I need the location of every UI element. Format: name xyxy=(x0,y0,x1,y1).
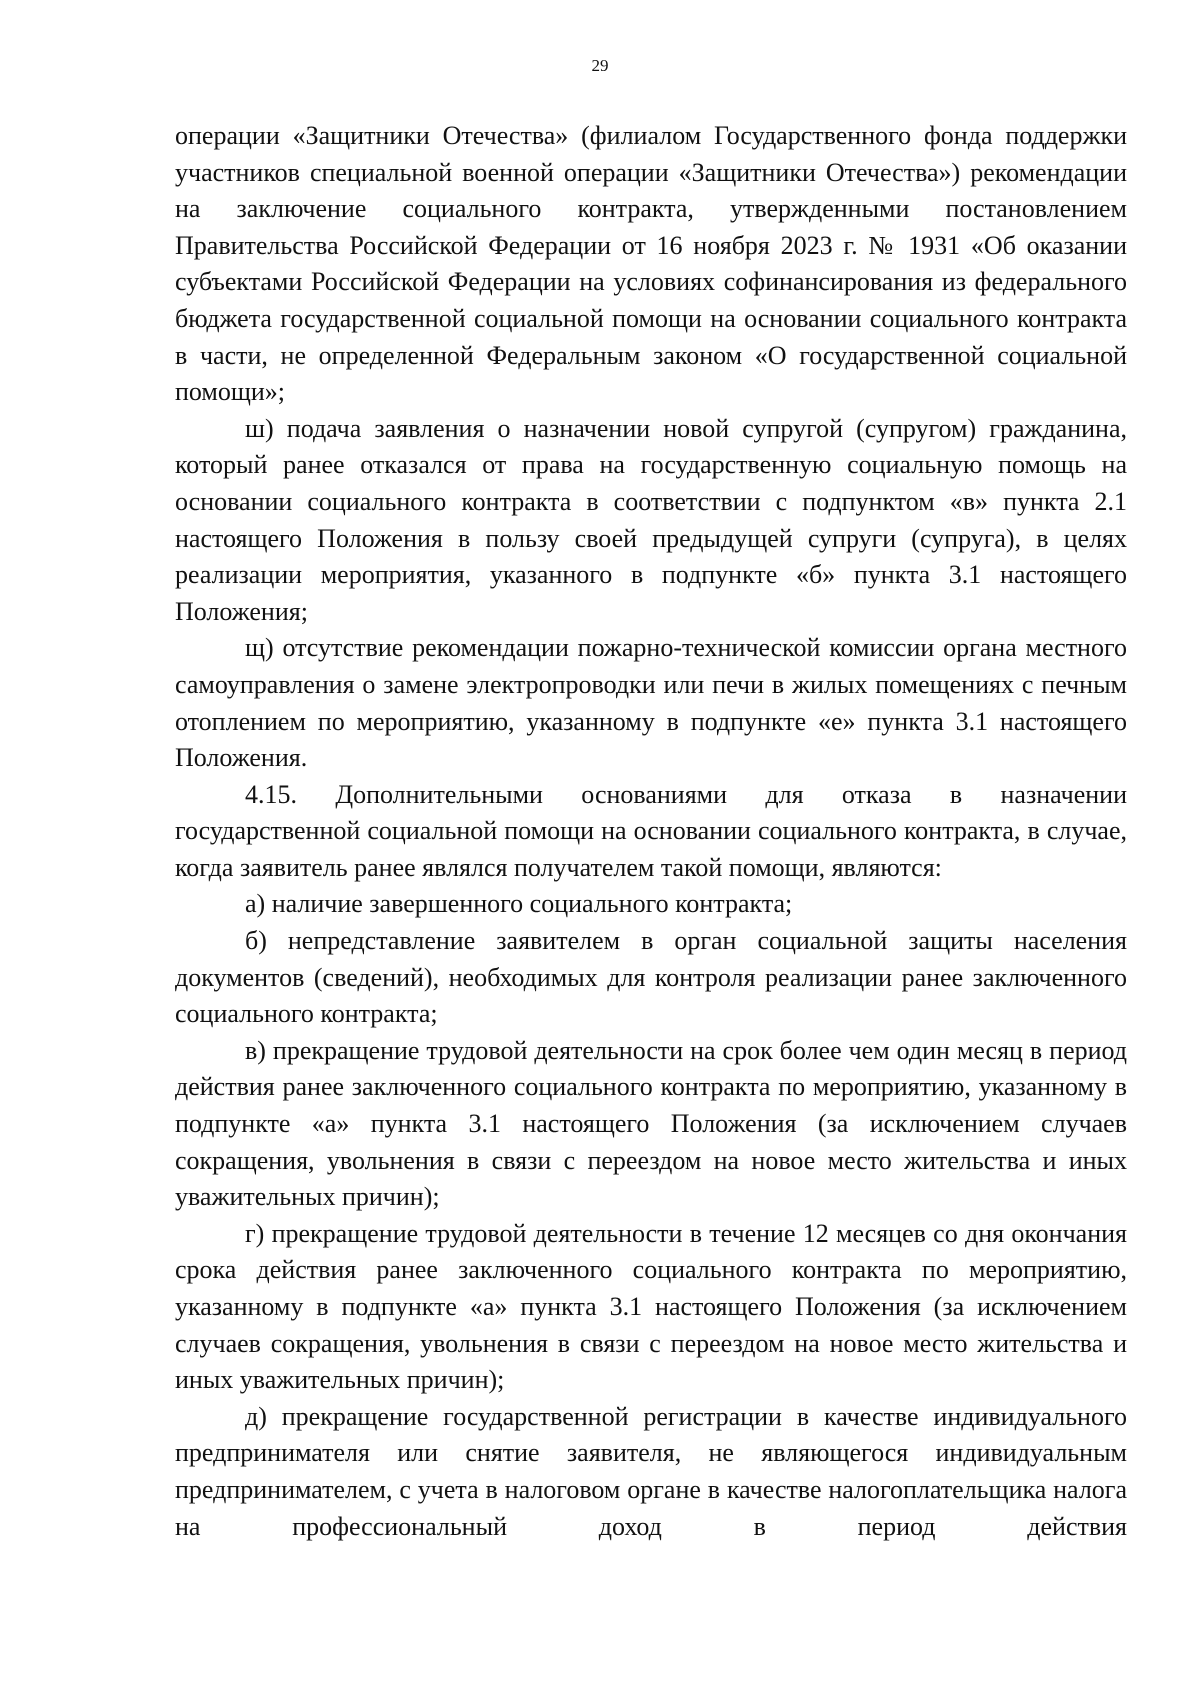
paragraph-continuation: операции «Защитники Отечества» (филиалом Государственного фонда поддержки участников специальной военной операции «Защитники Отечества») рекомендации на заключение социального контракта, утвержденными постановлением Правительства Российской Федерации от 16 ноября 2023 г. № 1931 «Об оказании субъектами Российской Федерации на условиях софинансирования из федерального бюджета государственной социальной помощи на основании социального контракта в части, не определенной Федеральным законом «О государственной социальной помощи»; xyxy=(175,121,1127,407)
paragraph-item-b: б) непредставление заявителем в орган социальной защиты населения документов (сведений), необходимых для контроля реализации ранее заключенного социального контракта; xyxy=(175,926,1127,1029)
paragraph-item-sh: ш) подача заявления о назначении новой супругой (супругом) гражданина, который ранее отказался от права на государственную социальную помощь на основании социального контракта в соответствии с подпунктом «в» пункта 2.1 настоящего Положения в пользу своей предыдущей супруги (супруга), в целях реализации мероприятия, указанного в подпункте «б» пункта 3.1 настоящего Положения; xyxy=(175,413,1127,626)
paragraph-4-15: 4.15. Дополнительными основаниями для отказа в назначении государственной социальной помощи на основании социального контракта, в случае, когда заявитель ранее являлся получателем такой помощи, являются: xyxy=(175,779,1127,882)
paragraph-item-d: д) прекращение государственной регистрации в качестве индивидуального предпринимателя или снятие заявителя, не являющегося индивидуальным предпринимателем, с учета в налоговом органе в качестве налогоплательщика налога на профессиональный доход в период действия xyxy=(175,1401,1127,1541)
paragraph-item-v: в) прекращение трудовой деятельности на срок более чем один месяц в период действия ранее заключенного социального контракта по мероприятию, указанному в подпункте «а» пункта 3.1 настоящего Положения (за исключением случаев сокращения, увольнения в связи с переездом на новое место жительства и иных уважительных причин); xyxy=(175,1035,1127,1212)
paragraph-item-shch: щ) отсутствие рекомендации пожарно-технической комиссии органа местного самоуправления о замене электропроводки или печи в жилых помещениях с печным отоплением по мероприятию, указанному в подпункте «е» пункта 3.1 настоящего Положения. xyxy=(175,633,1127,773)
page-number: 29 xyxy=(591,56,609,75)
paragraph-item-g: г) прекращение трудовой деятельности в течение 12 месяцев со дня окончания срока действия ранее заключенного социального контракта по мероприятию, указанному в подпункте «а» пункта 3.1 настоящего Положения (за исключением случаев сокращения, увольнения в связи с переездом на новое место жительства и иных уважительных причин); xyxy=(175,1218,1127,1395)
document-body xyxy=(175,118,1127,1545)
paragraph-item-a: а) наличие завершенного социального контракта; xyxy=(245,889,793,919)
